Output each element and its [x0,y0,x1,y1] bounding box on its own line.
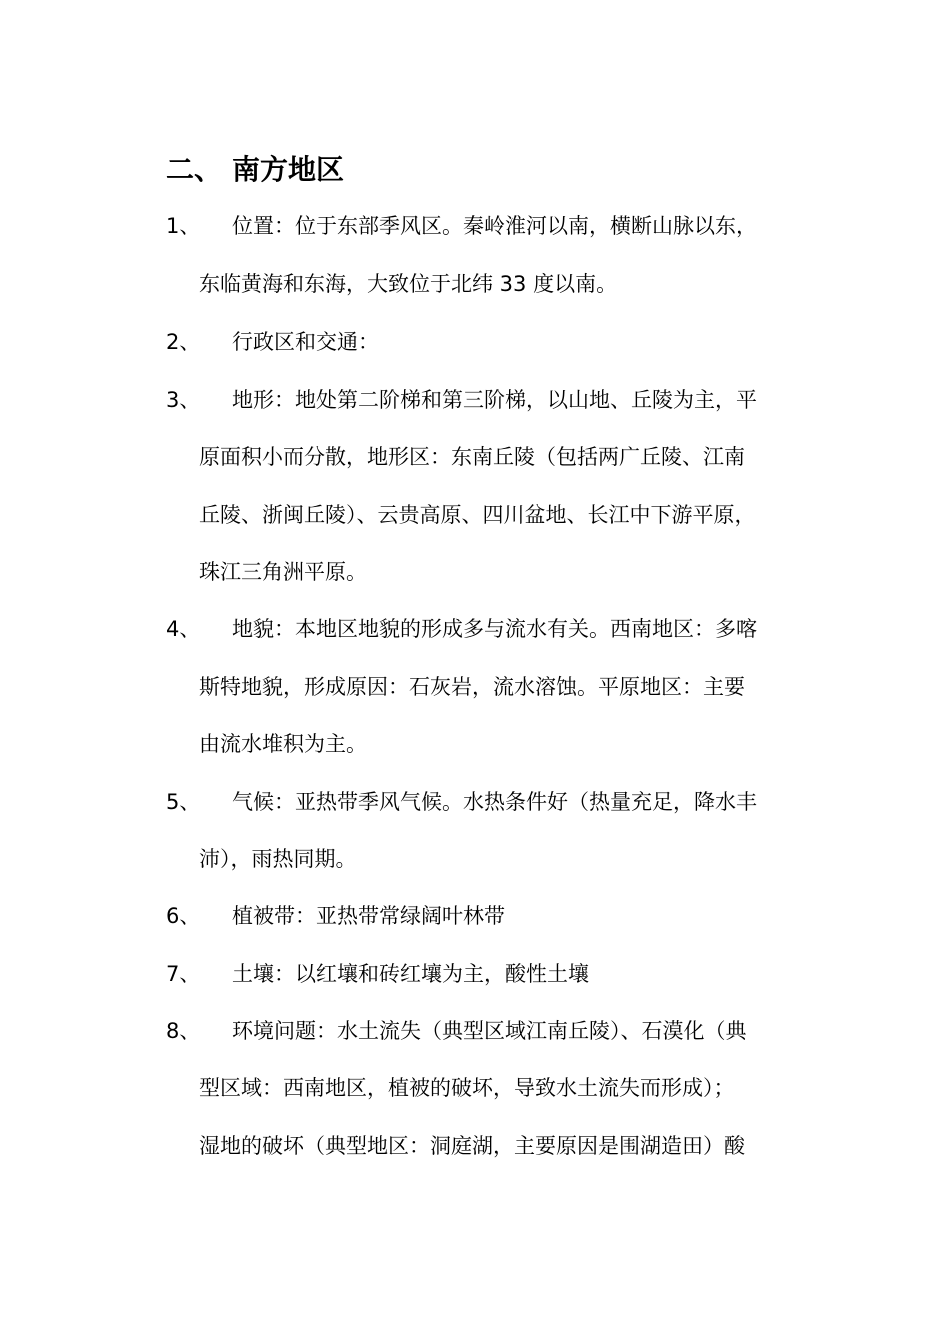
section-title: 南方地区 [232,153,345,186]
item-1-line-1: 位置：位于东部季风区。秦岭淮河以南，横断山脉以东， [232,214,757,238]
item-3-line-3: 丘陵、浙闽丘陵）、云贵高原、四川盆地、长江中下游平原， [199,503,756,527]
item-3-number: 3、 [166,388,201,412]
item-3-line-1: 地形：地处第二阶梯和第三阶梯，以山地、丘陵为主，平 [232,388,757,412]
item-2-number: 2、 [166,330,201,354]
item-3-line-2: 原面积小而分散，地形区：东南丘陵（包括两广丘陵、江南 [199,445,745,469]
item-3-line-4: 珠江三角洲平原。 [199,560,367,584]
item-1-line-2: 东临黄海和东海，大致位于北纬 33 度以南。 [199,272,618,296]
item-1-number: 1、 [166,214,201,238]
item-4-line-1: 地貌：本地区地貌的形成多与流水有关。西南地区：多喀 [232,617,757,641]
item-7-line-1: 土壤：以红壤和砖红壤为主，酸性土壤 [232,962,589,986]
item-8-line-1: 环境问题：水土流失（典型区域江南丘陵）、石漠化（典 [232,1019,747,1043]
item-6-number: 6、 [166,904,201,928]
item-8-line-2: 型区域：西南地区，植被的破坏，导致水土流失而形成）； [199,1076,735,1100]
item-2-line-1: 行政区和交通： [232,330,379,354]
item-5-line-2: 沛），雨热同期。 [199,847,357,871]
item-8-line-3: 湿地的破坏（典型地区：洞庭湖，主要原因是围湖造田）酸 [199,1134,745,1158]
item-5-number: 5、 [166,790,201,814]
item-8-number: 8、 [166,1019,201,1043]
item-4-number: 4、 [166,617,201,641]
section-number: 二、 [166,153,223,186]
item-4-line-3: 由流水堆积为主。 [199,732,367,756]
item-6-line-1: 植被带：亚热带常绿阔叶林带 [232,904,505,928]
item-7-number: 7、 [166,962,201,986]
item-4-line-2: 斯特地貌，形成原因：石灰岩，流水溶蚀。平原地区：主要 [199,675,745,699]
section-heading [166,150,344,190]
item-5-line-1: 气候：亚热带季风气候。水热条件好（热量充足，降水丰 [232,790,757,814]
